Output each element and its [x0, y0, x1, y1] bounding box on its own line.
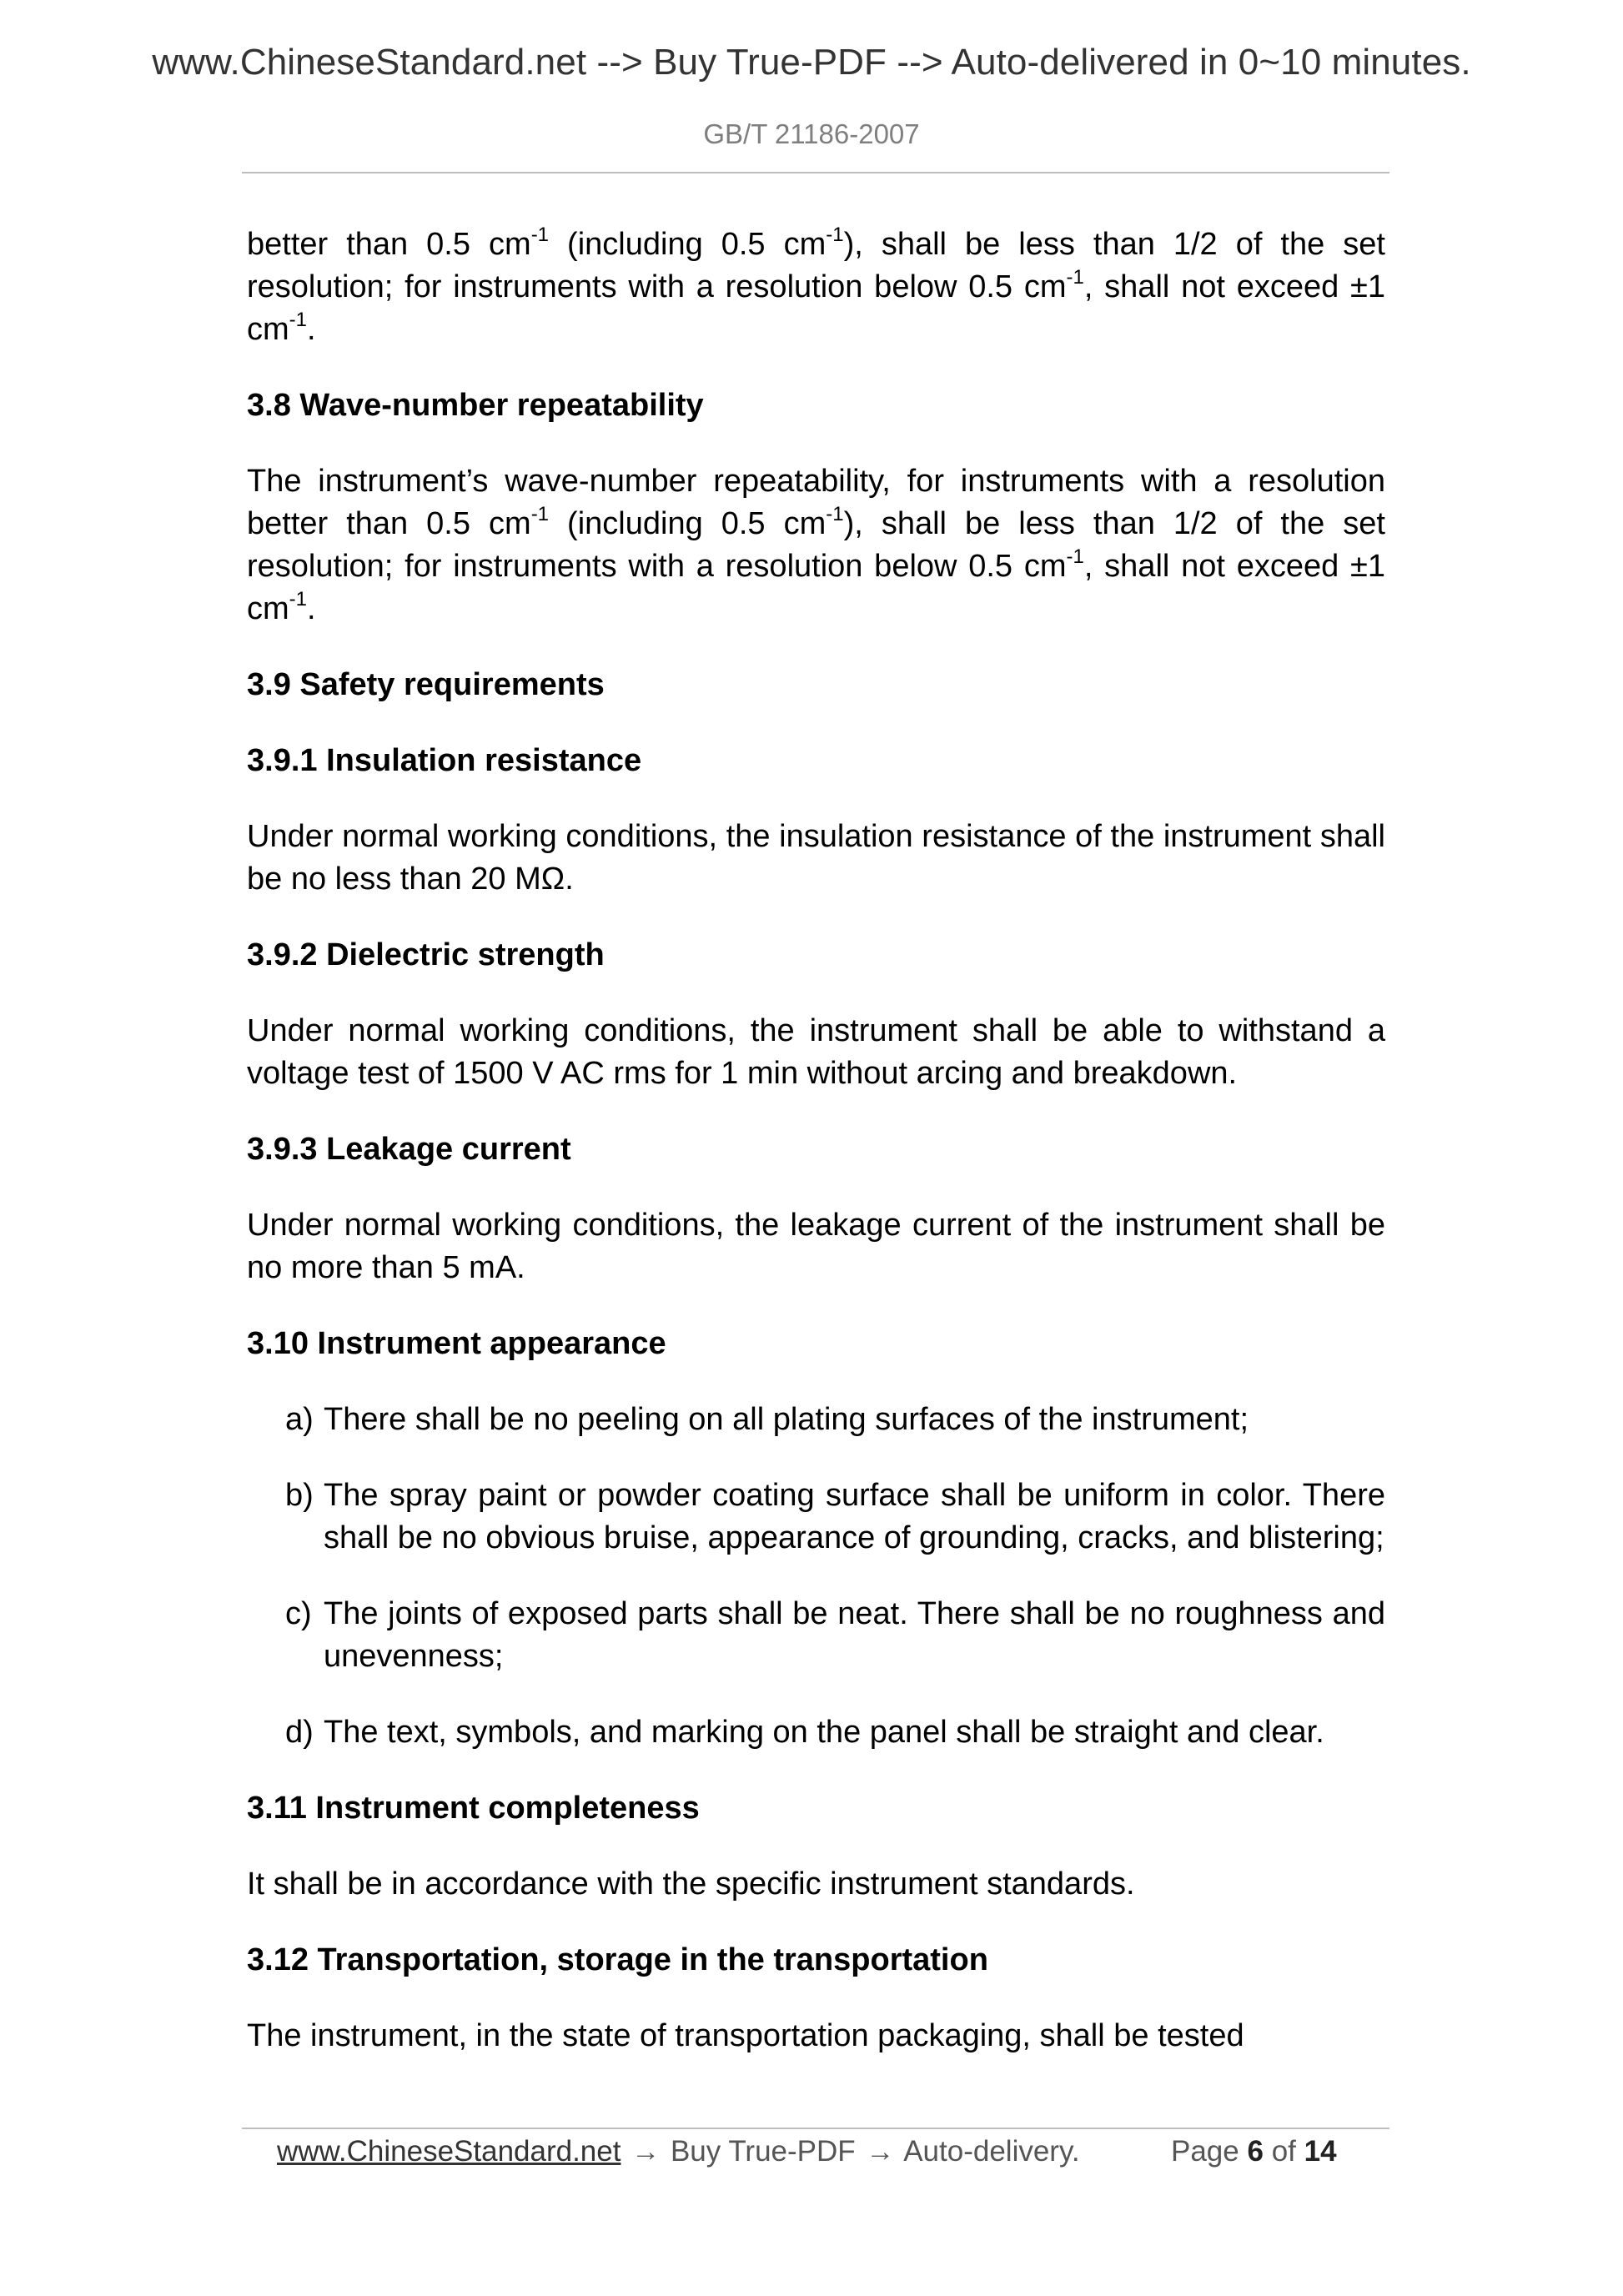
list-item-text: There shall be no peeling on all plating surfaces of the instrument; [324, 1402, 1249, 1437]
document-code: GB/T 21186-2007 [703, 118, 920, 149]
footer-promo [277, 2135, 1080, 2168]
list-item-text: The spray paint or powder coating surface shall be uniform in color. There shall be no obvious bruise, appearance of grounding, cracks, and blistering; [324, 1478, 1385, 1555]
footer-divider [242, 2128, 1389, 2129]
footer-site-link[interactable]: www.ChineseStandard.net [277, 2135, 621, 2168]
section-heading-3-10: 3.10 Instrument appearance [247, 1326, 666, 1361]
section-heading-3-9-1: 3.9.1 Insulation resistance [247, 743, 642, 778]
arrow-right-icon: → [866, 2136, 895, 2168]
list-marker: c) [285, 1596, 312, 1631]
current-page: 6 [1247, 2135, 1264, 2168]
section-heading-3-8: 3.8 Wave-number repeatability [247, 388, 704, 423]
page-number [1171, 2135, 1337, 2168]
list-item [247, 1711, 1385, 1754]
of-label: of [1271, 2135, 1296, 2168]
section-paragraph-3-9-1: Under normal working conditions, the insulation resistance of the instrument shall be no less than 20 MΩ. [247, 819, 1385, 897]
list-marker: a) [285, 1402, 314, 1437]
page-body [247, 224, 1385, 2091]
footer-delivery-text: Auto-delivery. [903, 2135, 1080, 2168]
total-pages: 14 [1304, 2135, 1337, 2168]
section-paragraph-3-9-3: Under normal working conditions, the leakage current of the instrument shall be no more than 5 mA. [247, 1208, 1385, 1285]
header-divider [242, 172, 1389, 173]
arrow-right-icon: → [631, 2136, 661, 2168]
list-item-text: The text, symbols, and marking on the panel shall be straight and clear. [324, 1715, 1324, 1750]
list-item [247, 1475, 1385, 1560]
section-heading-3-9-3: 3.9.3 Leakage current [247, 1132, 571, 1167]
section-paragraph-3-12: The instrument, in the state of transportation packaging, shall be tested [247, 2018, 1244, 2053]
section-heading-3-11: 3.11 Instrument completeness [247, 1791, 700, 1826]
list-item-text: The joints of exposed parts shall be neat. There shall be no roughness and unevenness; [324, 1596, 1385, 1674]
list-item [247, 1399, 1385, 1441]
footer-buy-text: Buy True-PDF [670, 2135, 856, 2168]
section-paragraph-3-9-2: Under normal working conditions, the instrument shall be able to withstand a voltage test of 1500 V AC rms for 1 min without arcing and breakdown. [247, 1013, 1385, 1091]
section-heading-3-12: 3.12 Transportation, storage in the transportation [247, 1942, 988, 1977]
page-label: Page [1171, 2135, 1239, 2168]
section-heading-3-9: 3.9 Safety requirements [247, 667, 605, 702]
list-marker: d) [285, 1715, 314, 1750]
section-heading-3-9-2: 3.9.2 Dielectric strength [247, 937, 605, 972]
section-paragraph-3-11: It shall be in accordance with the specific instrument standards. [247, 1866, 1135, 1902]
list-marker: b) [285, 1478, 314, 1513]
list-item [247, 1593, 1385, 1678]
site-banner: www.ChineseStandard.net --> Buy True-PDF --> Auto-delivered in 0~10 minutes. [152, 42, 1471, 83]
section-paragraph-3-8: The instrument’s wave-number repeatability, for instruments with a resolution better than 0.5 $cm^{-1}$ (including 0.5 $cm^{-1}$), shall be less than 1/2 of the set resolution; for instruments with a resolution below 0.5 $cm^{-1}$, shall not exceed ±1 $cm^{-1}$. [247, 464, 1385, 626]
continued-paragraph: better than 0.5 $cm^{-1}$ (including 0.5 $cm^{-1}$), shall be less than 1/2 of the set resolution; for instruments with a resolution below 0.5 $cm^{-1}$, shall not exceed ±1 $cm^{-1}$. [247, 224, 1385, 347]
